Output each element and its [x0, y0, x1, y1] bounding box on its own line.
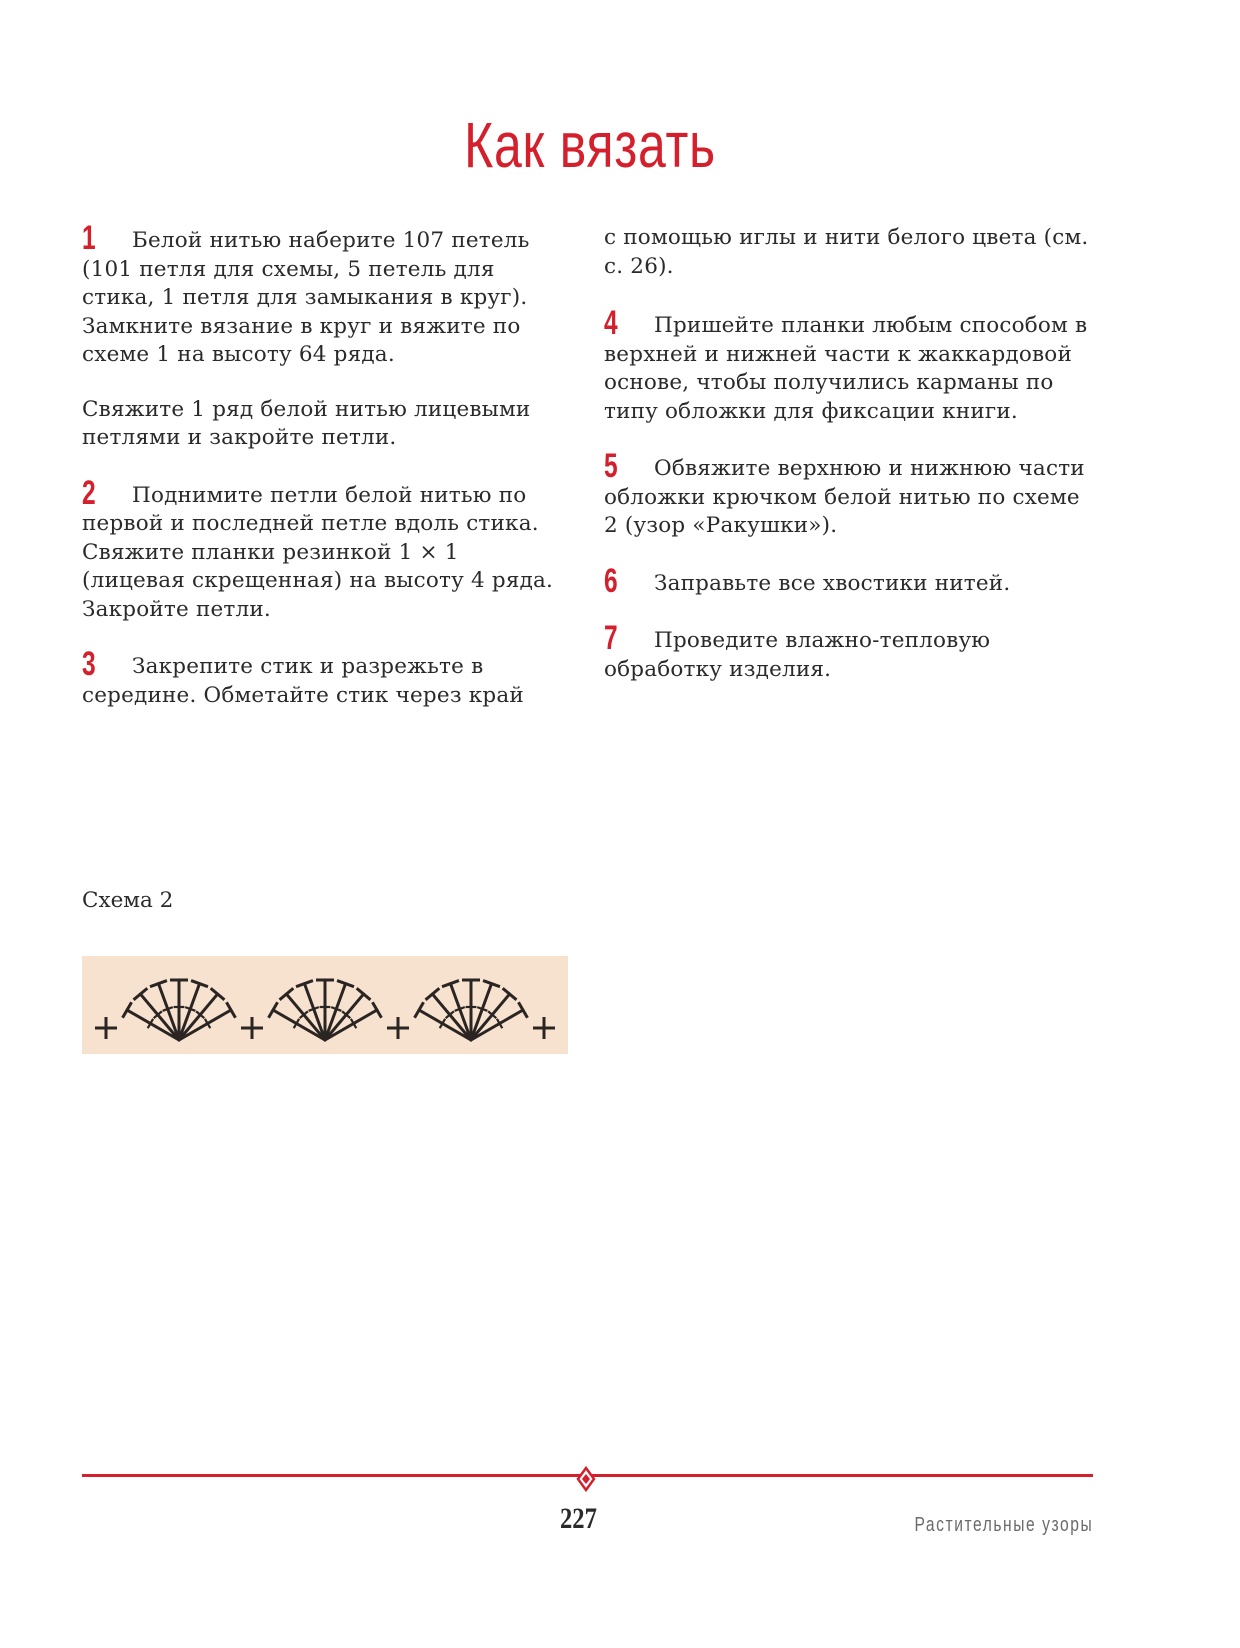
double-crochet-top-0-0 — [123, 1002, 132, 1018]
step-1 — [82, 219, 562, 370]
step-number: 7 — [604, 619, 618, 657]
instructions-right-column — [604, 224, 1099, 710]
double-crochet-stitch-1-5 — [325, 994, 364, 1040]
step-1-note — [82, 396, 562, 453]
step-number: 3 — [82, 645, 96, 683]
step-text: Белой нитью наберите 107 петель (101 петля для схемы, 5 петель для стика, 1 петля для замыкания в круг). Замкните вязание в круг и вяжите по схеме 1 на высоту 64 ряда. — [82, 228, 530, 367]
crochet-shell-chart — [82, 956, 568, 1054]
crochet-scheme-diagram — [82, 956, 568, 1054]
double-crochet-stitch-1-1 — [286, 994, 325, 1040]
step-4 — [604, 304, 1099, 426]
chapter-title: Растительные узоры — [914, 1514, 1093, 1536]
step-number: 4 — [604, 304, 618, 342]
step-2 — [82, 473, 562, 625]
double-crochet-top-0-6 — [226, 1002, 235, 1018]
double-crochet-stitch-0-5 — [179, 994, 218, 1040]
step-text: с помощью иглы и нити белого цвета (см. с. 26). — [604, 225, 1089, 279]
double-crochet-stitch-2-1 — [432, 994, 471, 1040]
step-text: Свяжите 1 ряд белой нитью лицевыми петлями и закройте петли. — [82, 396, 531, 450]
step-7 — [604, 619, 1099, 684]
step-3-continuation — [604, 224, 1099, 281]
double-crochet-top-2-0 — [415, 1002, 424, 1018]
step-text: Закрепите стик и разрежьте в середине. Обметайте стик через край — [82, 654, 524, 708]
instructions-left-column — [82, 219, 562, 736]
step-number: 1 — [82, 219, 96, 257]
page-title: Как вязать — [464, 109, 716, 181]
step-text: Поднимите петли белой нитью по первой и последней петле вдоль стика. Свяжите планки резинкой 1 × 1 (лицевая скрещенная) на высоту 4 ряда. Закройте петли. — [82, 482, 554, 622]
step-text: Пришейте планки любым способом в верхней и нижней части к жаккардовой основе, чтобы получились карманы по типу обложки для фиксации книги. — [604, 313, 1088, 424]
page-number: 227 — [560, 1502, 597, 1535]
step-text: Заправьте все хвостики нитей. — [654, 570, 1011, 596]
step-6 — [604, 561, 1099, 600]
step-number: 5 — [604, 447, 618, 485]
step-number: 6 — [604, 561, 618, 600]
double-crochet-stitch-0-1 — [140, 994, 179, 1040]
step-text: Проведите влажно-тепловую обработку изделия. — [604, 628, 991, 682]
step-number: 2 — [82, 473, 96, 512]
step-5 — [604, 447, 1099, 541]
step-3 — [82, 645, 562, 710]
diamond-ornament-icon — [576, 1466, 596, 1492]
double-crochet-top-2-6 — [518, 1002, 527, 1018]
double-crochet-top-1-0 — [269, 1002, 278, 1018]
scheme-label: Схема 2 — [82, 888, 174, 913]
step-text: Обвяжите верхнюю и нижнюю части обложки крючком белой нитью по схеме 2 (узор «Ракушки»). — [604, 456, 1085, 538]
double-crochet-top-1-6 — [372, 1002, 381, 1018]
double-crochet-stitch-2-5 — [471, 994, 510, 1040]
